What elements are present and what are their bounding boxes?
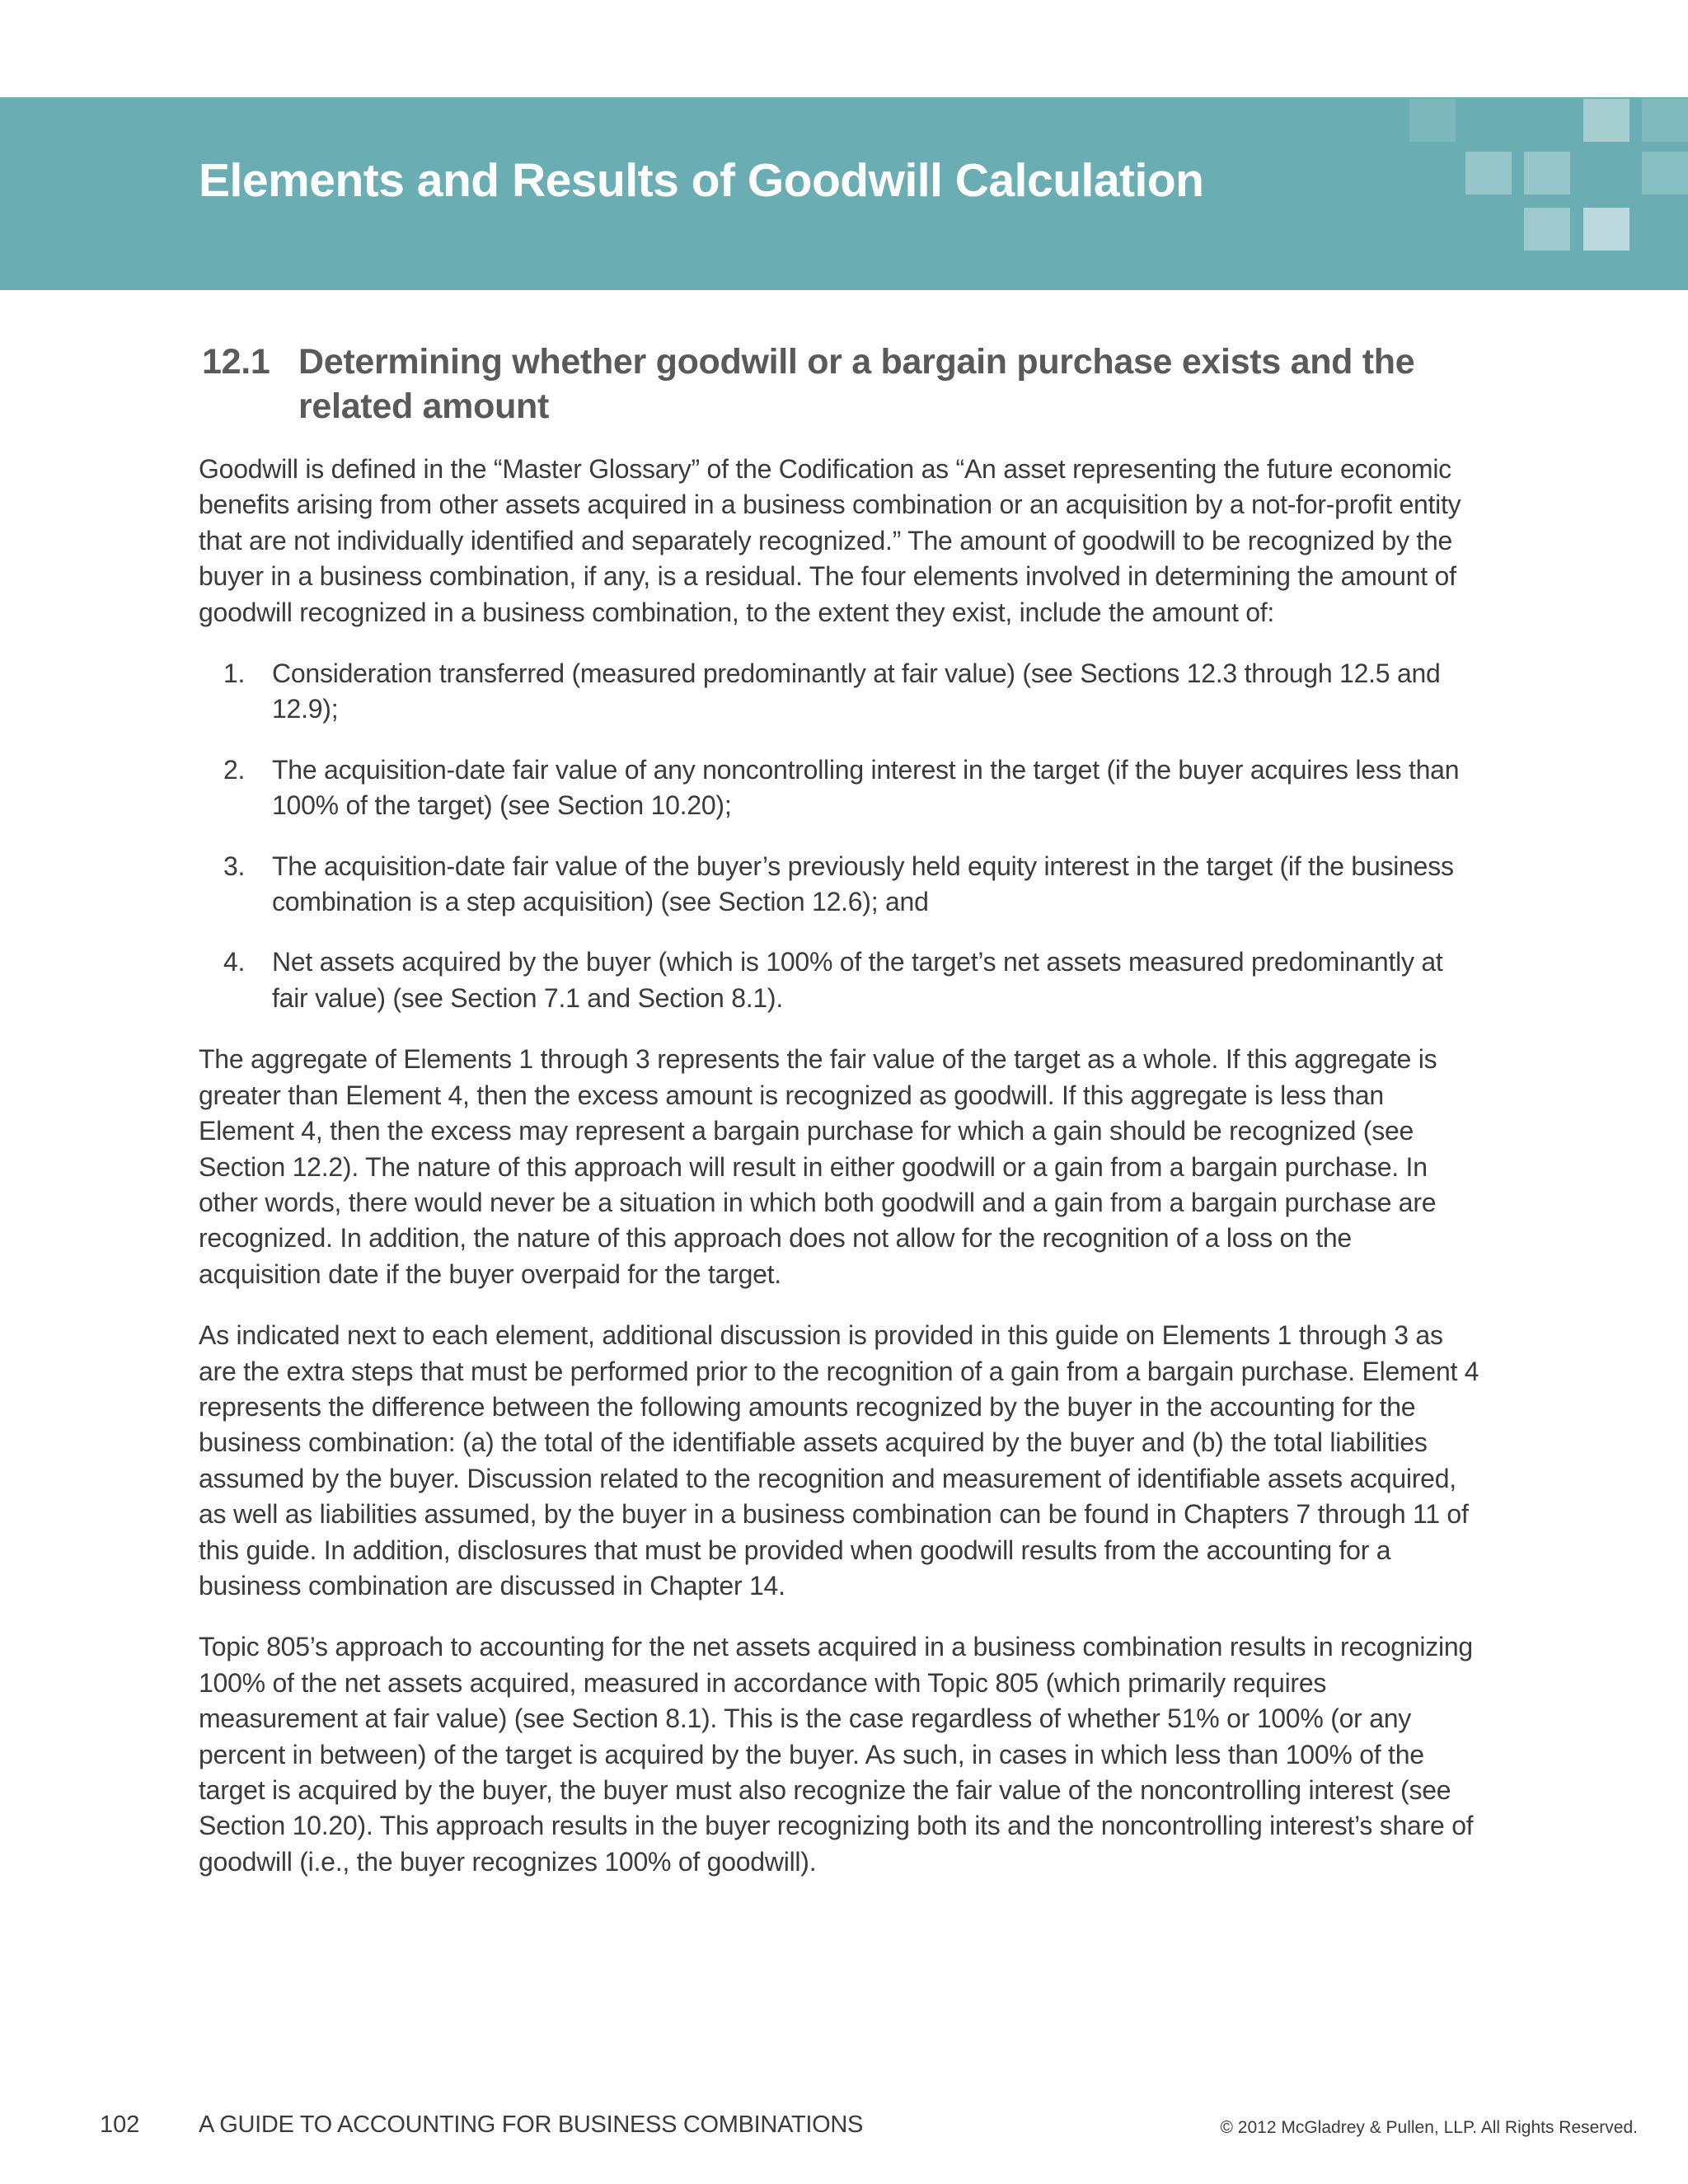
paragraph-additional-discussion: As indicated next to each element, additional discussion is provided in this guide on Elements 1 through 3 as are the extra steps that must be performed prior to the recognition of a gain from a bargain purchase. Element 4 represents the difference between the following amounts recognized by the buyer in the accounting for the business combination: (a) the total of the identifiable assets acquired by the buyer and (b) the total liabilities assumed by the buyer. Discussion related to the recognition and measurement of identifiable assets acquired, as well as liabilities assumed, by the buyer in a business combination can be found in Chapters 7 through 11 of this guide. In addition, disclosures that must be provided when goodwill results from the accounting for a business combination are discussed in Chapter 14. [199,1320,1479,1601]
list-item [199,656,1480,728]
deco-square [1642,152,1688,194]
deco-square [1409,99,1456,142]
list-item-text: Net assets acquired by the buyer (which is 100% of the target’s net assets measured predominantly at fair value) (see Section 7.1 and Section 8.1). [272,947,1443,1013]
list-item-text: Consideration transferred (measured predominantly at fair value) (see Sections 12.3 through 12.5 and 12.9); [272,658,1441,724]
list-item-number: 3. [223,851,246,881]
deco-square [1465,152,1512,194]
running-footer-title: A GUIDE TO ACCOUNTING FOR BUSINESS COMBINATIONS [199,2111,864,2138]
section-body [199,452,1480,1905]
deco-square [1524,152,1570,194]
chapter-banner [0,97,1688,290]
list-item-number: 2. [223,754,246,785]
deco-square [1642,99,1688,142]
paragraph-aggregate-elements: The aggregate of Elements 1 through 3 represents the fair value of the target as a whole. If this aggregate is greater than Element 4, then the excess amount is recognized as goodwill. If this aggregate is less than Element 4, then the excess may represent a bargain purchase for which a gain should be recognized (see Section 12.2). The nature of this approach will result in either goodwill or a gain from a bargain purchase. In other words, there would never be a situation in which both goodwill and a gain from a bargain purchase are recognized. In addition, the nature of this approach does not allow for the recognition of a loss on the acquisition date if the buyer overpaid for the target. [199,1044,1437,1289]
section-number: 12.1 [202,342,270,382]
chapter-title: Elements and Results of Goodwill Calculation [199,154,1204,207]
section-heading [202,340,1488,429]
list-item [199,752,1480,824]
paragraph-topic-805-approach: Topic 805’s approach to accounting for the net assets acquired in a business combination results in recognizing 100% of the net assets acquired, measured in accordance with Topic 805 (which primarily requires measurement at fair value) (see Section 8.1). This is the case regardless of whether 51% or 100% (or any percent in between) of the target is acquired by the buyer. As such, in cases in which less than 100% of the target is acquired by the buyer, the buyer must also recognize the fair value of the noncontrolling interest (see Section 10.20). This approach results in the buyer recognizing both its and the noncontrolling interest’s share of goodwill (i.e., the buyer recognizes 100% of goodwill). [199,1632,1474,1877]
page-number: 102 [100,2111,140,2138]
copyright-notice: © 2012 McGladrey & Pullen, LLP. All Rights Reserved. [1220,2118,1638,2137]
section-title: Determining whether goodwill or a bargain purchase exists and the related amount [298,342,1415,426]
list-item-number: 4. [223,947,246,977]
deco-square [1524,208,1570,251]
deco-square [1583,99,1629,142]
deco-square [1583,208,1629,251]
elements-list [199,656,1480,1016]
list-item [199,849,1480,921]
list-item-text: The acquisition-date fair value of the buyer’s previously held equity interest in the target (if the business combination is a step acquisition) (see Section 12.6); and [272,851,1454,917]
list-item-text: The acquisition-date fair value of any noncontrolling interest in the target (if the buyer acquires less than 100% of the target) (see Section 10.20); [272,754,1460,821]
list-item [199,944,1480,1016]
paragraph-goodwill-definition: Goodwill is defined in the “Master Glossary” of the Codification as “An asset representing the future economic benefits arising from other assets acquired in a business combination or an acquisition by a not-for-profit entity that are not individually identified and separately recognized.” The amount of goodwill to be recognized by the buyer in a business combination, if any, is a residual. The four elements involved in determining the amount of goodwill recognized in a business combination, to the extent they exist, include the amount of: [199,454,1461,627]
list-item-number: 1. [223,658,246,689]
